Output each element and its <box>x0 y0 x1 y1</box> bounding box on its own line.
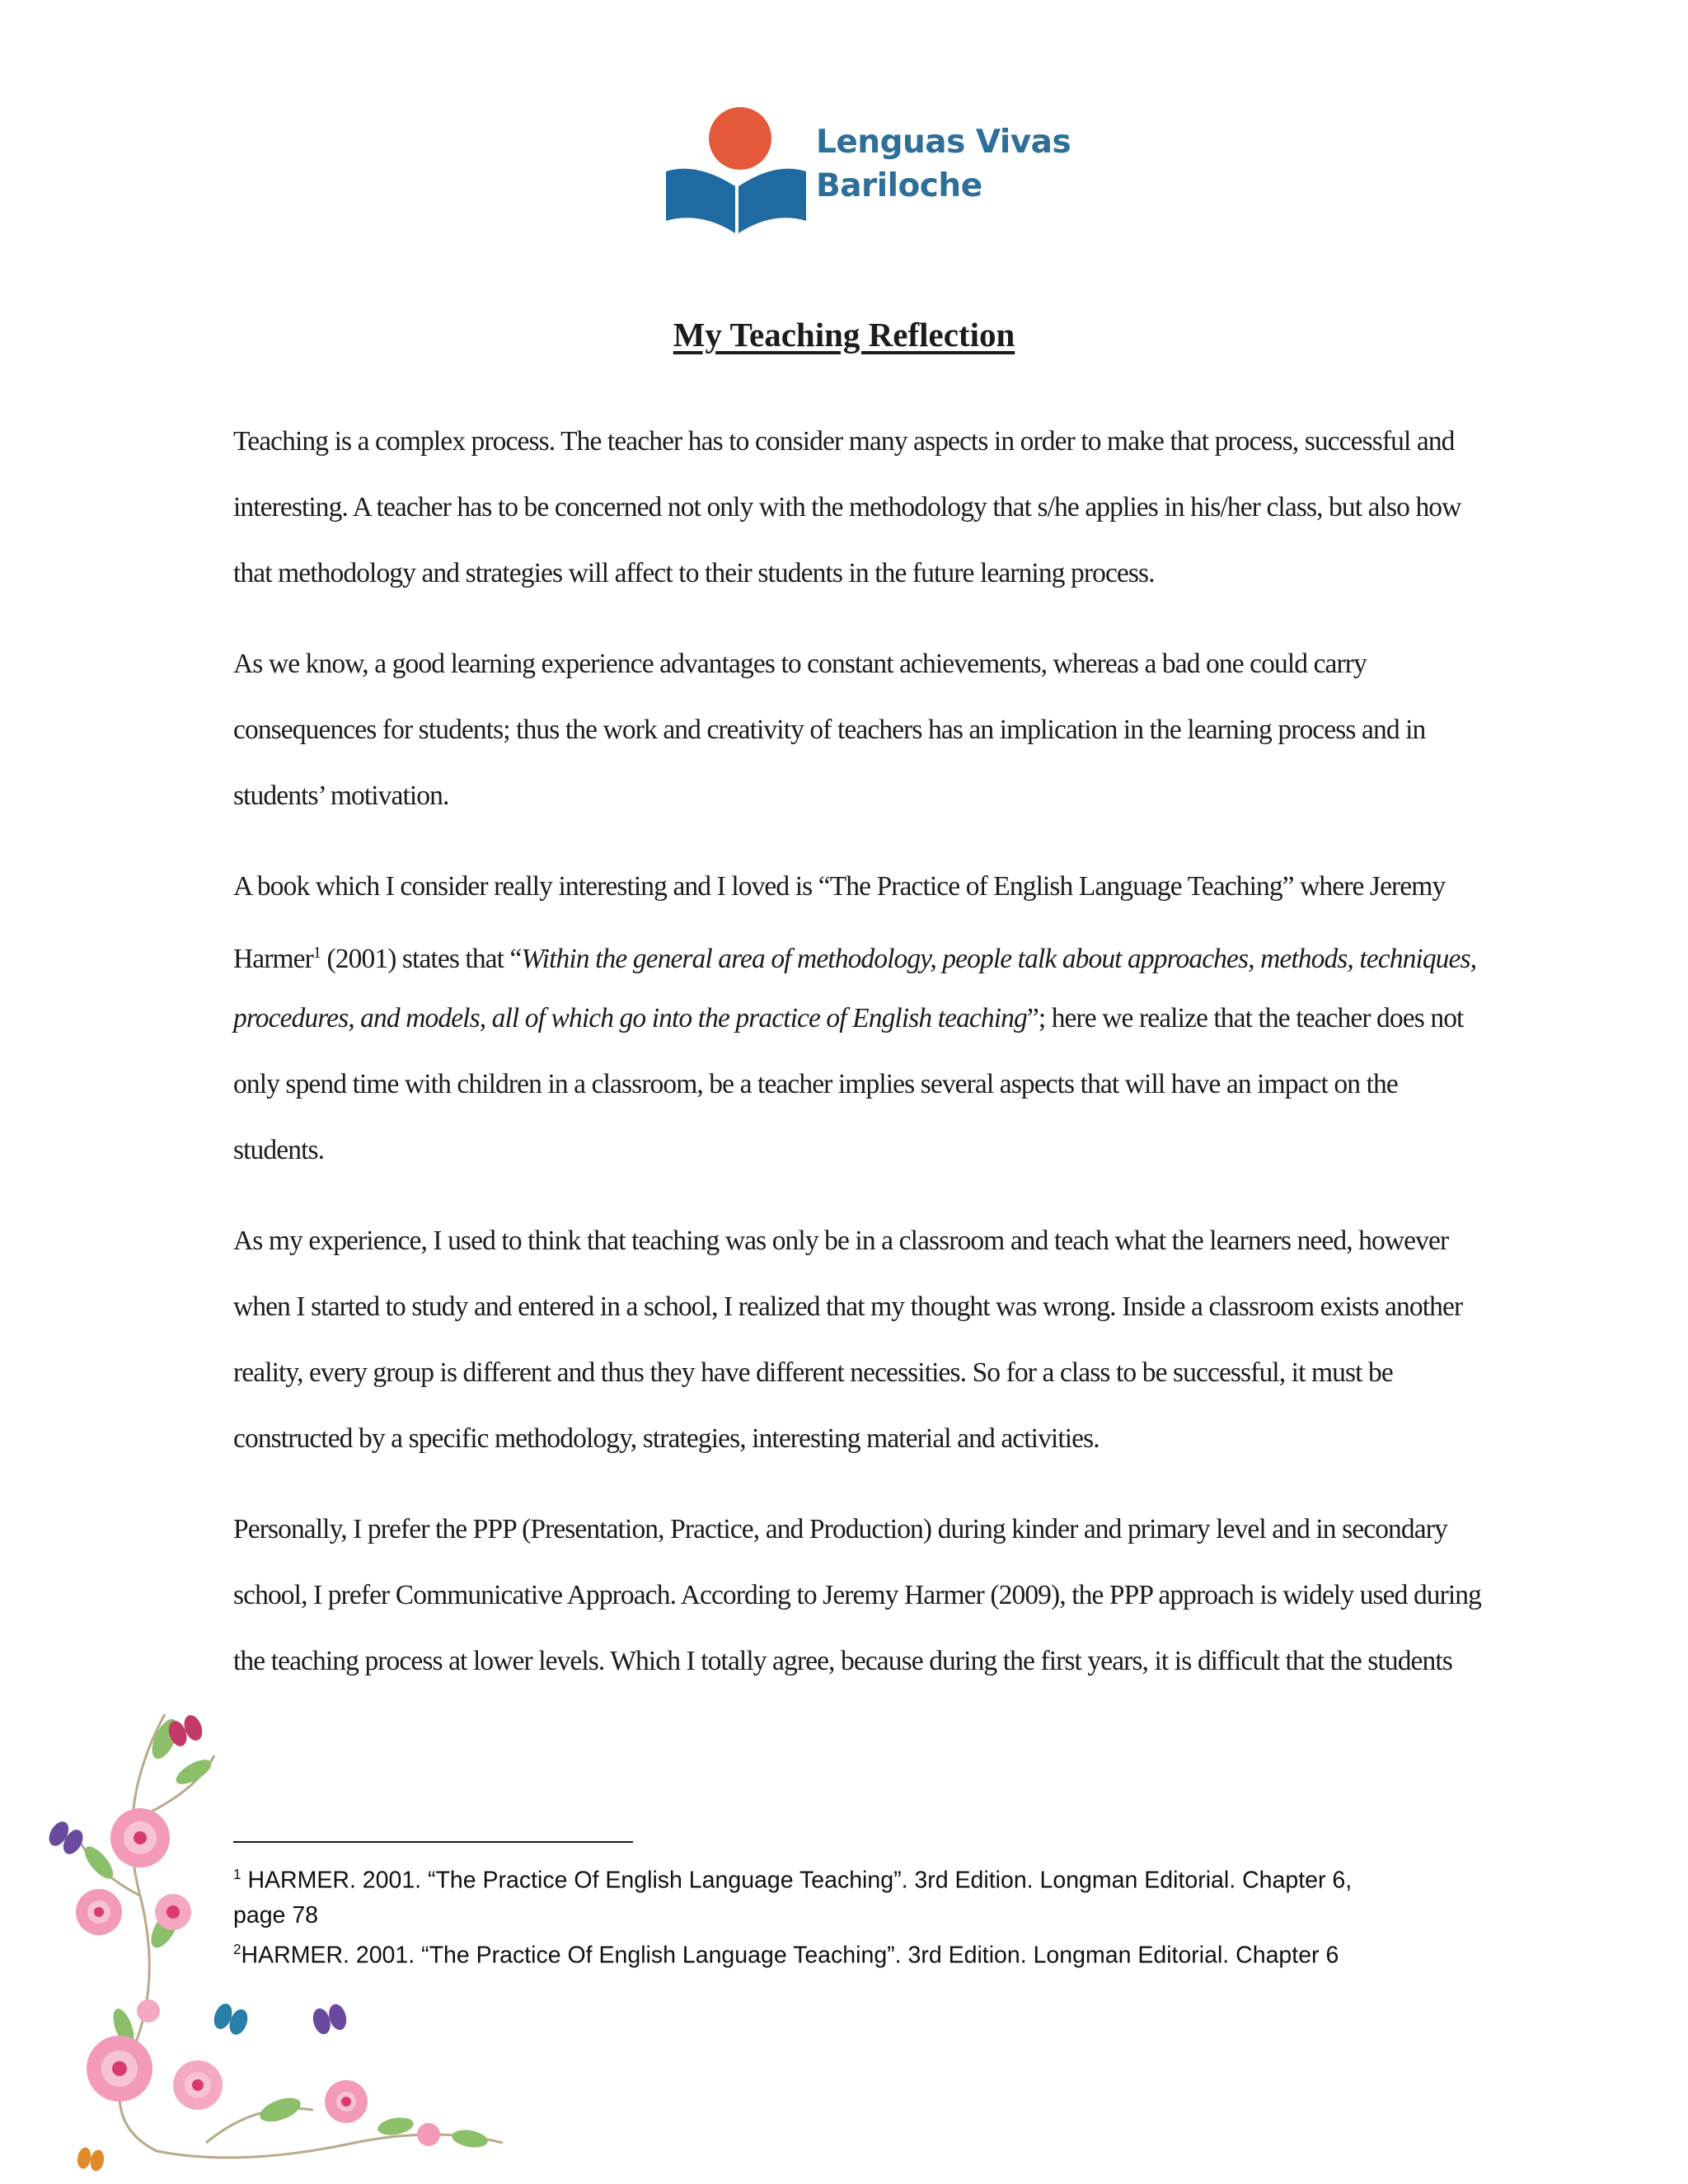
footnote-marker: 1 <box>233 1867 241 1882</box>
floral-decoration <box>41 1681 519 2176</box>
text-line: only spend time with children in a classroom, be a teacher implies several aspects that will have an impact on the <box>233 1069 1398 1099</box>
text-line: reality, every group is different and thus they have different necessities. So for a class to be successful, it must be <box>233 1357 1393 1388</box>
text-line: students. <box>233 1135 325 1165</box>
text-line <box>233 986 1470 1052</box>
footnote-marker: 2 <box>233 1941 241 1957</box>
text-line: interesting. A teacher has to be concerned not only with the methodology that s/he applies in his/her class, but also how <box>233 492 1461 523</box>
flower-icon <box>76 1808 440 2146</box>
text-line: Personally, I prefer the PPP (Presentation, Practice, and Production) during kinder and primary level and in secondary <box>233 1514 1447 1544</box>
paragraph-3 <box>233 854 1477 1183</box>
text-line: students’ motivation. <box>233 780 449 811</box>
text-line: constructed by a specific methodology, strategies, interesting material and activities. <box>233 1423 1100 1454</box>
book-sun-icon <box>659 97 816 241</box>
quote-text: procedures, and models, all of which go into the practice of English teaching <box>233 1003 1027 1033</box>
text-line: consequences for students; thus the work and creativity of teachers has an implication in the learning process and in <box>233 715 1426 745</box>
footnote-line: page 78 <box>233 1901 319 1929</box>
footnote-text: HARMER. 2001. “The Practice Of English Language Teaching”. 3rd Edition. Longman Editorial. Chapter 6 <box>241 1942 1339 1968</box>
text-span: (2001) states that “ <box>321 944 522 975</box>
text-line: that methodology and strategies will affect to their students in the future learning process. <box>233 558 1155 588</box>
text-span: ”; here we realize that the teacher does not <box>1026 1003 1464 1033</box>
page-title: My Teaching Reflection <box>673 316 1015 354</box>
text-line: when I started to study and entered in a school, I realized that my thought was wrong. Inside a classroom exists another <box>233 1291 1463 1322</box>
paragraph-1 <box>233 409 1470 607</box>
footnote-ref-1[interactable]: 1 <box>312 944 321 962</box>
text-line: the teaching process at lower levels. Which I totally agree, because during the first years, it is difficult that the students <box>233 1646 1452 1676</box>
quote-text: Within the general area of methodology, people talk about approaches, methods, techniques, <box>521 944 1477 975</box>
text-line: A book which I consider really interesting and I loved is “The Practice of English Language Teaching” where Jeremy <box>233 871 1446 902</box>
document-body <box>233 409 1482 1694</box>
text-line: As we know, a good learning experience advantages to constant achievements, whereas a bad one could carry <box>233 649 1367 679</box>
paragraph-4 <box>233 1208 1470 1472</box>
logo-line-1: Lenguas Vivas <box>816 124 1071 161</box>
footnote-text: HARMER. 2001. “The Practice Of English Language Teaching”. 3rd Edition. Longman Editorial. Chapter 6, <box>247 1867 1353 1894</box>
logo-line-2: Bariloche <box>816 167 982 204</box>
text-line: school, I prefer Communicative Approach. According to Jeremy Harmer (2009), the PPP approach is widely used during <box>233 1580 1482 1610</box>
text-line <box>233 920 1477 986</box>
author-name: Harmer <box>233 944 313 975</box>
paragraph-2 <box>233 631 1470 829</box>
text-line: As my experience, I used to think that teaching was only be in a classroom and teach what the learners need, however <box>233 1226 1449 1256</box>
paragraph-5 <box>233 1497 1482 1694</box>
logo-text <box>816 120 1071 208</box>
school-logo <box>659 97 1071 241</box>
text-line: Teaching is a complex process. The teacher has to consider many aspects in order to make that process, successful and <box>233 426 1455 457</box>
